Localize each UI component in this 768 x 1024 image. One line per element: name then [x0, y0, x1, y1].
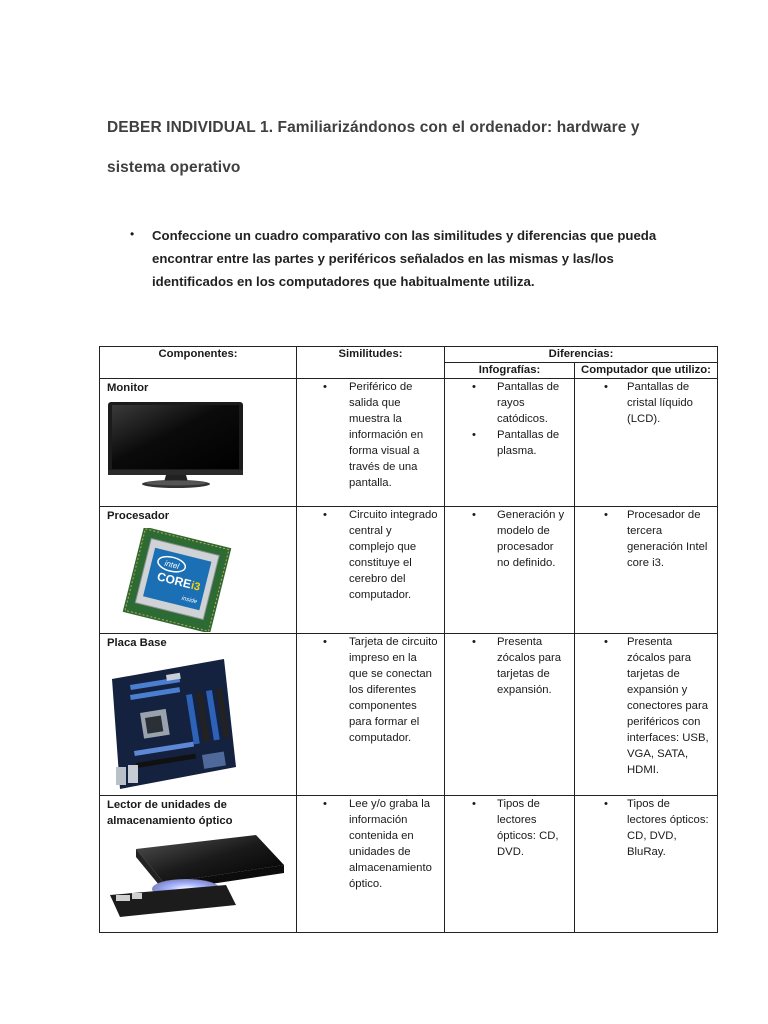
component-cell [100, 796, 297, 933]
similitudes-cell [297, 796, 445, 933]
list-item: • Procesador de tercera generación Intel core i3. [575, 507, 717, 571]
processor-picture [112, 528, 242, 632]
component-name: Monitor [107, 382, 149, 394]
list-item: • Generación y modelo de procesador no definido. [445, 507, 574, 571]
table-header-row [100, 347, 718, 363]
computador-cell [575, 379, 718, 507]
similitudes-cell [297, 507, 445, 634]
list-item: • Pantallas de plasma. [445, 427, 574, 459]
computador-cell [575, 796, 718, 933]
component-cell [100, 634, 297, 796]
list-item: • Circuito integrado central y complejo que constituye el cerebro del computador. [297, 507, 444, 603]
monitor-picture [106, 400, 246, 492]
infografias-cell [445, 507, 575, 634]
intel-logo-text: intel [163, 558, 181, 571]
list-item: • Tarjeta de circuito impreso en la que se conectan los diferentes componentes para formar el computador. [297, 634, 444, 746]
computador-cell [575, 634, 718, 796]
list-item: • Periférico de salida que muestra la información en forma visual a través de una pantalla. [297, 379, 444, 491]
comparison-table [99, 346, 718, 933]
motherboard-picture [106, 655, 242, 793]
component-name: Lector de unidades de almacenamiento óptico [107, 799, 233, 827]
list-item: • Lee y/o graba la información contenida en unidades de almacenamiento óptico. [297, 796, 444, 892]
computador-cell [575, 507, 718, 634]
bullet-icon: • [130, 227, 135, 241]
optical-drive-picture [106, 833, 290, 919]
list-item: • Pantallas de rayos catódicos. [445, 379, 574, 427]
list-item: • Pantallas de cristal líquido (LCD). [575, 379, 717, 427]
header-similitudes: Similitudes: [297, 347, 445, 379]
table-row [100, 507, 718, 634]
header-infografias: Infografías: [445, 363, 575, 379]
table-row [100, 634, 718, 796]
instruction-text: Confeccione un cuadro comparativo con las similitudes y diferencias que pueda encontrar entre las partes y periféricos señalados en las mismas y las/los identificados en los computadores que habitualmente utiliza. [152, 228, 657, 289]
similitudes-cell [297, 634, 445, 796]
infografias-cell [445, 634, 575, 796]
list-item: • Tipos de lectores ópticos: CD, DVD, BluRay. [575, 796, 717, 860]
list-item: • Presenta zócalos para tarjetas de expansión. [445, 634, 574, 698]
header-diferencias: Diferencias: [445, 347, 718, 363]
infografias-cell [445, 796, 575, 933]
component-cell [100, 507, 297, 634]
header-computador: Computador que utilizo: [575, 363, 718, 379]
component-cell [100, 379, 297, 507]
component-name: Procesador [107, 510, 170, 522]
core-logo-text: CORE [155, 569, 193, 592]
document-title-line1: DEBER INDIVIDUAL 1. Familiarizándonos con el ordenador: hardware y [107, 119, 640, 136]
infografias-cell [445, 379, 575, 507]
header-componentes: Componentes: [100, 347, 297, 379]
similitudes-cell [297, 379, 445, 507]
document-title-line2: sistema operativo [107, 159, 241, 176]
list-item: • Presenta zócalos para tarjetas de expansión y conectores para periféricos con interfaces: USB, VGA, SATA, HDMI. [575, 634, 717, 778]
list-item: • Tipos de lectores ópticos: CD, DVD. [445, 796, 574, 860]
i3-logo-text: i3 [189, 579, 202, 594]
table-row [100, 379, 718, 507]
inside-logo-text: inside [180, 595, 198, 606]
component-name: Placa Base [107, 637, 167, 649]
table-row [100, 796, 718, 933]
